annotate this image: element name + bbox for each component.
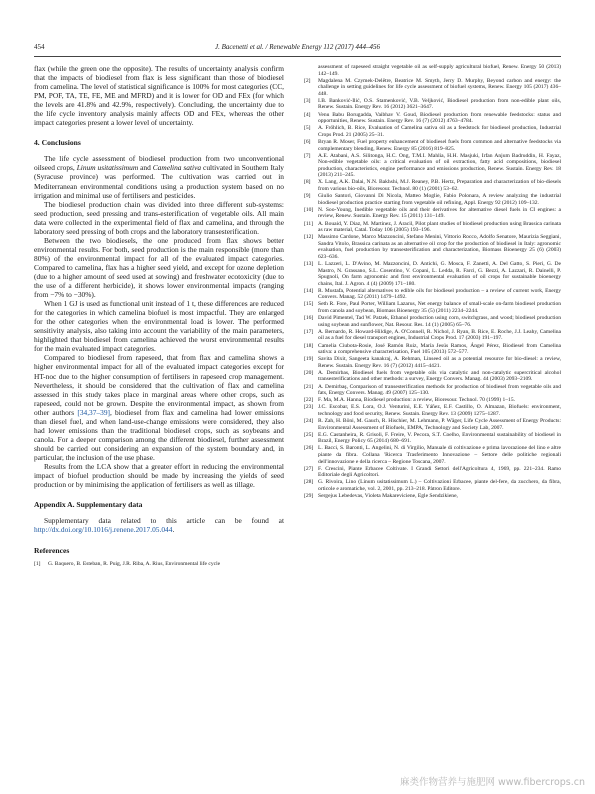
reference-number: [17]: [304, 328, 314, 335]
reference-item: [304, 125, 561, 138]
reference-text: I.B. Banković-Ilić, O.S. Stamenković, V.B. Veljković, Biodiesel production from non-edible plant oils, Renew. Sustain. Energy Rev. 16 (2012) 3621–3647.: [318, 97, 561, 111]
reference-number: [18]: [304, 342, 314, 349]
reference-text: Giulio Santori, Giovanni Di Nicola, Matteo Moglie, Fabio Polonara, A review analyzing the industrial biodiesel production practice starting from vegetable oil refining, Appl. Energy 92 (2012) 109–132.: [318, 193, 561, 206]
reference-number: [20]: [304, 369, 314, 376]
reference-number: [3]: [304, 97, 311, 104]
reference-number: [10]: [304, 206, 314, 213]
conc-p1-text-a: The life cycle assessment of biodiesel production from two unconventional oilseed crops,: [34, 154, 284, 173]
reference-text: E.G. Castanheira, R. Grisoli, F. Freire, V. Pecora, S.T. Coelho, Environmental sustainability of biodiesel in Brazil, Energy Policy 65 (2014) 680–691.: [318, 431, 561, 445]
reference-text: A. Bernardo, R. Howard-Hildige, A. O'Connell, R. Nichol, J. Ryan, B. Rice, E. Roche, J.J. Leahy, Camelina oil as a fuel for diesel transport engines, Industrial Crops Prod. 17 (2003) 191–197.: [318, 328, 561, 342]
reference-number: [23]: [304, 404, 314, 411]
reference-number: [12]: [304, 234, 314, 241]
reference-item: [304, 329, 561, 342]
reference-item: [304, 288, 561, 301]
reference-text: Sergejus Lebedevas, Violeta Makareviciene, Egle Sendzikiene,: [318, 493, 458, 500]
reference-item: [304, 479, 561, 492]
reference-text: Massimo Cardone, Marco Mazzoncini, Stefano Menini, Vittorio Rocco, Adolfo Senatore, Maurizia Seggiani, Sandra Vitolo, Brassica carinata as an alternative oil crop for the production of biodiesel in Italy: agronomic evaluation, fuel production by transesterification and characterization, Biomass Bioenergy 25 (6) (2003) 623–636.: [318, 234, 561, 260]
reference-item: [304, 404, 561, 417]
reference-item: [304, 261, 561, 287]
reference-item: [304, 432, 561, 445]
reference-number: [11]: [304, 220, 314, 227]
reference-number: [29]: [304, 493, 314, 500]
reference-item: [34, 561, 284, 568]
reference-item: [304, 98, 561, 111]
reference-number: [14]: [304, 287, 314, 294]
reference-text: A. Demirbaş, Comparison of transesterification methods for production of biodiesel from vegetable oils and fats, Energy Convers. Manag. 49 (2007) 125–130.: [318, 383, 561, 397]
species-linum: Linum usitatissimum: [76, 163, 139, 173]
conclusions-paragraph-1: [34, 154, 284, 199]
reference-text: G. Rivoira, Lino (Linum usitatissimum L.) – Coltivazioni Erbacee, piante del-fere, da zucchero, da fibra, orticole e aromatiche, vol. 2, 2001, pp. 213–218. Pàtron Editore.: [318, 479, 561, 492]
reference-number: [8]: [304, 179, 311, 186]
conclusions-paragraph-4: When 1 GJ is used as functional unit instead of 1 t, these differences are reduced for the categories in which camelina biofuel is most impactful. They are enlarged for the other categories when the environmental load is lower. The performed sensitivity analysis, also taking into account the variability of the main parameters, highlighted that biodiesel from camelina achieved the worst environmental results for the main evaluated impact categories.: [34, 299, 284, 354]
reference-number: [27]: [304, 465, 314, 472]
reference-text: A. Demirbas, Biodiesel fuels from vegetable oils via catalytic and non-catalytic supercritical alcohol transesterifications and other methods: a survey, Energy Convers. Manag. 44 (2003) 2093–2109.: [318, 369, 561, 383]
species-camelina: Camelina sativa: [152, 163, 202, 173]
reference-text: A. Bouaid, Y. Diaz, M. Martinez, J. Aracil, Pilot plant studies of biodiesel production using Brassica carinata as raw material, Catal. Today 106 (2005) 193–196.: [318, 220, 561, 234]
reference-item: [304, 64, 561, 77]
watermark: 麻类作物营养与施肥网 www.fibercrops.cn: [399, 777, 585, 788]
reference-number: [5]: [304, 125, 311, 132]
conc-p5-text-a: Compared to biodiesel from rapeseed, that from flax and camelina shows a higher environmental impact for all of the evaluated impact categories except for HT-noc due to the higher consumption of fertilisers in rapeseed crop management. Nevertheless, it should be considered that the cultivation of flax and camelina assessed in this study takes place in marginal areas where other crops, such as rapeseed, could not be grown. Despite the environmental impact, as shown from other authors: [34, 353, 284, 417]
reference-item: [304, 301, 561, 314]
reference-number: [1]: [34, 561, 41, 568]
reference-text: G. Baquero, B. Esteban, R. Puig, J.R. Riba, A. Rius, Environmental life cycle: [48, 561, 221, 568]
reference-text: R. Zah, H. Böni, M. Gauch, R. Hischier, M. Lehmann, P. Wäger, Life Cycle Assessment of Energy Products: Environmental Assessment of Biofuels, EMPA, Technology and Society Lab, 2007.: [318, 418, 561, 431]
reference-item: [304, 112, 561, 125]
appendix-text: Supplementary data related to this article can be found at: [44, 516, 284, 526]
appendix-paragraph: [34, 516, 284, 534]
reference-number: [19]: [304, 356, 314, 363]
reference-number: [2]: [304, 77, 311, 84]
reference-item: [304, 418, 561, 431]
reference-number: [7]: [304, 152, 311, 159]
reference-number: [6]: [304, 138, 311, 145]
reference-number: [9]: [304, 193, 311, 200]
reference-text: R. Mustafa, Potential alternatives to edible oils for biodiesel production – a review of current work, Energy Convers. Manag. 52 (2011) 1479–1492.: [318, 287, 561, 301]
reference-item: [304, 397, 561, 404]
header-rule: [34, 56, 561, 57]
reference-text: Camelia Ciubota-Rosie, José Ramón Ruiz, María Jesús Ramos, Ángel Pérez, Biodiesel from Camelina sativa: a comprehensive characterisation, Fuel 105 (2013) 572–577.: [318, 342, 561, 356]
reference-item: [304, 493, 561, 500]
conclusions-heading: 4. Conclusions: [34, 138, 81, 148]
reference-text: N. Soo-Young, Inedible vegetable oils and their derivatives for alternative diesel fuels in CI engines: a review, Renew. Sustain. Energy Rev. 15 (2011) 131–149.: [318, 206, 561, 220]
reference-number: [22]: [304, 397, 314, 404]
reference-item: [304, 370, 561, 383]
reference-text: David Pimentel, Tad W. Patzek, Ethanol production using corn, switchgrass, and wood; biodiesel production using soybean and sunflower, Nat. Resour. Res. 14 (1) (2005) 65–76.: [318, 315, 561, 328]
reference-text: Seth R. Fore, Paul Porter, William Lazarus, Net energy balance of small-scale on-farm biodiesel production from canola and soybean, Biomass Bioenergy 35 (5) (2011) 2234–2244.: [318, 301, 561, 314]
reference-text: Bryan R. Moser, Fuel property enhancement of biodiesel fuels from common and alternative feedstocks via complementary blending, Renew. Energy 85 (2016) 819–825.: [318, 138, 561, 152]
reference-text: assessment of rapeseed straight vegetable oil as self-supply agricultural biofuel, Renew. Energy 50 (2013) 142–149.: [318, 64, 561, 77]
doi-link[interactable]: http://dx.doi.org/10.1016/j.renene.2017.05.044: [34, 525, 173, 535]
journal-citation: J. Bacenetti et al. / Renewable Energy 112 (2017) 444–456: [214, 43, 381, 51]
appendix-heading: Appendix A. Supplementary data: [34, 500, 143, 510]
reference-text: L. Lazzeri, L. D'Avino, M. Mazzoncini, D. Antichi, G. Mosca, F. Zanetti, A. Del Gatto, S. Pieri, G. De Mastro, N. Grassano, S.L. Cosentino, V. Copani, L. Ledda, R. Farci, G. Bezzi, A. Lazzari, R. Dainelli, P. Spugnoli, On farm agronomic and first environmental evaluation of oil crops for sustainable bioenergy chains, Ital. J. Agron. 4 (4) (2009) 171–180.: [318, 260, 561, 287]
reference-number: [16]: [304, 315, 314, 322]
reference-text: A.E. Atabani, A.S. Silitonga, H.C. Ong, T.M.I. Mahlia, H.H. Masjuki, Irfan Anjum Badruddin, H. Fayaz, Non-edible vegetable oils: a critical evaluation of oil extraction, fatty acid compositions, biodiesel production, characteristics, engine performance and emissions production, Renew. Sustain. Energy Rev. 18 (2013) 211–245.: [318, 152, 561, 179]
conclusions-paragraph-5: [34, 353, 284, 462]
reference-number: [25]: [304, 431, 314, 438]
reference-list: [304, 64, 561, 500]
reference-text: A. Fröhlich, B. Rice, Evaluation of Camelina sativa oil as a feedstock for biodiesel production, Industrial Crops Prod. 21 (2005) 25–31.: [318, 125, 561, 138]
reference-text: Savita Dixit, Sangeeta kanakraj, A. Rehman, Linseed oil as a potential resource for bio-diesel: a review, Renew. Sustain. Energy Rev. 16 (7) (2012) 4415–4421.: [318, 356, 561, 369]
reference-item: [304, 234, 561, 260]
conclusions-paragraph-2: The biodiesel production chain was divided into three different sub-systems: seed production, seed pressing and trans-esterification of vegetable oils. All main data were collected in the experimental field of flax and camelina, and through the laboratory seed pressing of both crops and the laboratory transesterification.: [34, 199, 284, 236]
reference-item: [304, 153, 561, 179]
reference-number: [26]: [304, 445, 314, 452]
reference-text: Venu Babu Borugadda, Vaibhav V. Goud, Biodiesel production from renewable feedstocks: status and opportunities, Renew. Sustain. Energy Rev. 16 (7) (2012) 4763–4784.: [318, 111, 561, 125]
reference-item: [304, 78, 561, 98]
conclusions-paragraph-3: Between the two biodiesels, the one produced from flax shows better environmental results. For both, seed production is the main responsible (more than 80%) of the environmental impact for all of the evaluated impact categories. Compared to camelina, flax has a higher seed yield, and except for ozone depletion (due to a higher amount of seed used at sowing) and freshwater ecotoxicity (due to the use of a different herbicide), it shows lower environmental impacts (ranging from −7% to −30%).: [34, 235, 284, 300]
references-heading: References: [34, 546, 70, 556]
reference-text: L. Bacci, S. Baronti, L. Angelini, N. di Virgilio, Manuale di coltivazione e prima lavorazione del lino e altre piante da fibra. Collana 'Ricerca Trasferimento Innovazione – Settore delle politiche regionali dell'innovazione e della ricerca – Regione Toscana, 2007.: [318, 445, 561, 465]
page-number: 454: [34, 43, 45, 51]
conc-p1-text-b: and: [138, 163, 153, 173]
left-column: [34, 64, 284, 568]
conclusions-paragraph-6: Results from the LCA show that a greater effort in reducing the environmental impact of biofuel production should be made by increasing the yields of seed production or by minimising the application of fertilisers as well as tillage.: [34, 461, 284, 490]
reference-item: [304, 207, 561, 220]
reference-item: [304, 221, 561, 234]
reference-item: [304, 384, 561, 397]
reference-text: F. Ma, M.A. Hanna, Biodiesel production: a review, Bioresour. Technol. 70 (1999) 1–15.: [318, 397, 515, 404]
reference-item: [304, 179, 561, 192]
reference-number: [21]: [304, 383, 314, 390]
reference-item: [304, 139, 561, 152]
page-header: [34, 43, 561, 55]
reference-text: X. Lang, A.K. Dalai, N.N. Bakhshi, M.J. Reaney, P.B. Hertz, Preparation and characterization of bio-diesels from various bio-oils, Bioresour. Technol. 80 (1) (2001) 53–62.: [318, 179, 561, 192]
reference-text: F. Crescini, Piante Erbacee Coltivate. I Grandi Settori dell'Agricoltura 4, 1969, pp. 221–234. Ramo Editoriale degli Agricoltori.: [318, 465, 561, 479]
reference-item: [304, 193, 561, 206]
reference-item: [304, 445, 561, 465]
reference-number: [4]: [304, 111, 311, 118]
reference-number: [24]: [304, 418, 314, 425]
conc-p1-text-c: cultivated in Southern Italy (Syracuse province) was performed. The cultivation was carried out in Mediterranean environmental conditions using a production system based on no irrigation and minimal use of fertilisers and pesticides.: [34, 163, 284, 200]
appendix-end: .: [172, 525, 175, 535]
reference-number: [15]: [304, 301, 314, 308]
reference-item: [304, 315, 561, 328]
reference-item: [304, 466, 561, 479]
reference-text: Magdalena M. Czymek-Delêtre, Beatrice M. Smyth, Jerry D. Murphy, Beyond carbon and energy: the challenge in setting guidelines for life cycle assessment of biofuel systems, Renew. Energy 105 (2017) 436–448.: [318, 77, 561, 97]
reference-text: J.C. Escobar, E.S. Lora, O.J. Venturini, E.E. Yáñez, E.F. Castillo, O. Almazan, Biofuels: environment, technology and food security, Renew. Sustain. Energy Rev. 13 (2009) 1275–1287.: [318, 404, 561, 417]
reference-number: [28]: [304, 479, 314, 486]
citation-link[interactable]: [34,37–39]: [77, 407, 110, 417]
intro-paragraph: flax (while the green one the opposite). The results of uncertainty analysis confirm that the impacts of biodiesel from flax is less significant than those of biodiesel from camelina. The level of statistical significance is 100% for most categories (CC, PM, POF, TA, TE, FE, ME and MFRD) and it is lower for OD and FEx (for which the levels are 41.8% and 42.9%, respectively). Concluding, the uncertainty due to the life cycle inventory analysis mainly affects OD and FEx, whereas the other impact categories present a lower level of uncertainty.: [34, 64, 284, 128]
reference-item: [304, 356, 561, 369]
reference-item: [304, 343, 561, 356]
reference-number: [13]: [304, 260, 314, 267]
conc-p5-text-b: , biodiesel from flax and camelina had lower emissions than diesel fuel, and when land-use-change emissions were considered, they also had lower emissions than the traditional biodiesel crops, such as soybeans and canola. For a deeper comparison among the different biodiesel, further assessment should be carried out considering an expansion of the system boundary and, in particular, the inclusion of the use phase.: [34, 407, 285, 462]
